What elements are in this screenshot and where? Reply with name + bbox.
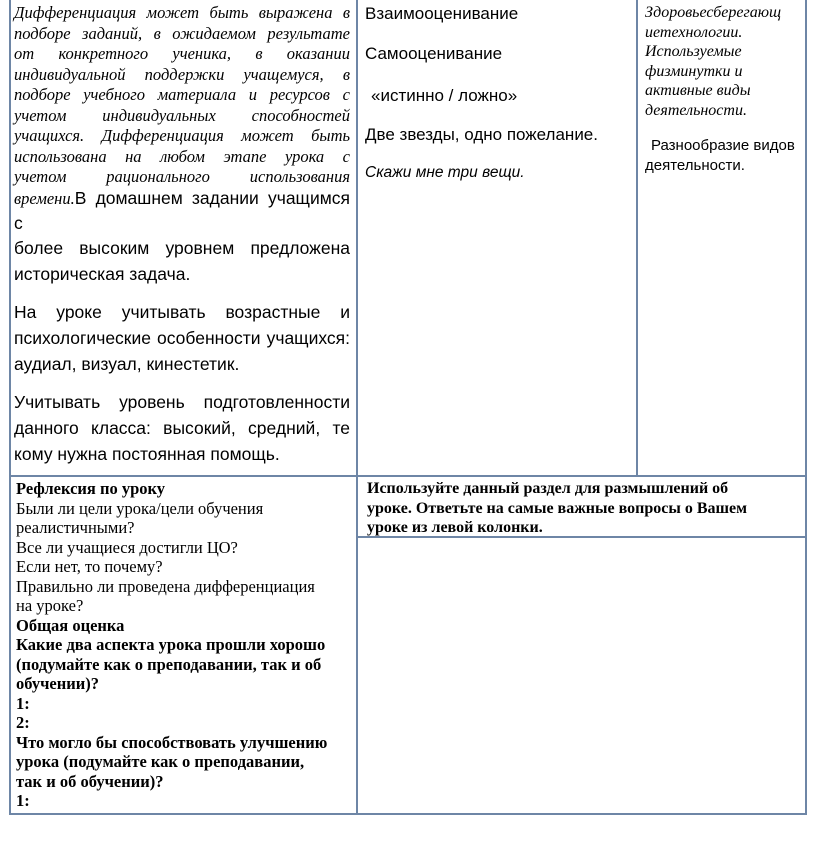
column-divider-2 xyxy=(636,0,638,476)
reflection-notes-area[interactable] xyxy=(358,538,807,813)
homework-block xyxy=(14,235,350,287)
text-line: физминутки и xyxy=(645,62,743,80)
text-line: Были ли цели урока/цели обучения xyxy=(16,498,264,518)
text-line: 1: xyxy=(16,693,30,713)
level-block xyxy=(14,389,350,467)
text-line: подборе учебного материала и ресурсов с xyxy=(14,85,350,104)
text-line: Какие два аспекта урока прошли хорошо xyxy=(16,635,326,654)
self-assessment: Самооценивание xyxy=(365,44,503,63)
lesson-plan-table xyxy=(9,0,807,815)
health-cell xyxy=(645,3,807,175)
text-line: учащихся. Дифференциация может быть xyxy=(14,126,350,145)
instruction-cell xyxy=(367,479,803,538)
text-line: психологические особенности учащихся: xyxy=(14,327,350,348)
italic-tail: времени. xyxy=(14,188,75,208)
text-line: так и об обучении)? xyxy=(16,771,164,791)
text-line: Учитывать уровень подготовленности xyxy=(14,391,350,412)
text-line: Все ли учащиеся достигли ЦО? xyxy=(16,537,238,557)
two-stars: Две звезды, одно пожелание. xyxy=(365,125,598,144)
homework-text: В домашнем задании учащимся с xyxy=(14,187,350,233)
reflection-cell xyxy=(16,479,354,811)
text-line: (подумайте как о преподавании, так и об xyxy=(16,654,322,674)
text-line: более высоким уровнем предложена xyxy=(14,237,350,258)
row-divider xyxy=(11,475,807,477)
text-line: реалистичными? xyxy=(16,518,135,537)
text-line: Разнообразие видов xyxy=(651,137,795,154)
text-line: на уроке? xyxy=(16,596,84,615)
text-line: активные виды xyxy=(645,82,751,99)
overall-title: Общая оценка xyxy=(16,615,125,635)
text-line: деятельности. xyxy=(645,156,745,174)
text-line: уроке. Ответьте на самые важные вопросы о Вашем xyxy=(367,499,748,517)
assessment-cell xyxy=(365,3,631,184)
text-line: учетом рационального использования xyxy=(14,167,350,186)
text-line: индивидуальной поддержки учащемуся, в xyxy=(14,64,350,84)
text-line: данного класса: высокий, средний, те xyxy=(14,417,350,438)
text-line: уроке из левой колонки. xyxy=(367,519,543,536)
true-false: «истинно / ложно» xyxy=(371,86,518,105)
text-line: иетехнологии. xyxy=(645,23,743,41)
text-line: использована на любом этапе урока с xyxy=(14,146,350,166)
text-line: историческая задача. xyxy=(14,263,191,284)
peer-assessment: Взаимооценивание xyxy=(365,4,519,23)
reflection-questions xyxy=(16,499,354,616)
variety-text xyxy=(645,136,807,175)
text-line: Если нет, то почему? xyxy=(16,557,163,576)
text-line: от конкретного ученика, в оказании xyxy=(14,44,350,63)
text-line: учетом индивидуальных способностей xyxy=(14,105,350,125)
text-line: обучении)? xyxy=(16,674,100,693)
text-line: На уроке учитывать возрастные и xyxy=(14,301,350,322)
text-line: Используемые xyxy=(645,43,742,60)
text-line: Используйте данный раздел для размышлений об xyxy=(367,480,729,497)
age-block xyxy=(14,299,350,377)
text-line: Здоровьесберегающ xyxy=(645,4,782,21)
differentiation-text xyxy=(14,3,350,188)
reflection-title: Рефлексия по уроку xyxy=(16,479,166,498)
text-line: Что могло бы способствовать улучшению xyxy=(16,732,328,752)
text-line: деятельности. xyxy=(645,101,747,119)
text-line: аудиал, визуал, кинестетик. xyxy=(14,353,240,374)
overall-block xyxy=(16,635,354,811)
text-line: подборе заданий, в ожидаемом результате xyxy=(14,23,350,43)
three-things: Скажи мне три вещи. xyxy=(365,164,525,181)
homework-first-line xyxy=(14,186,350,235)
health-text xyxy=(645,3,807,120)
text-line: кому нужна постоянная помощь. xyxy=(14,443,280,464)
differentiation-cell xyxy=(14,3,350,467)
text-line: урока (подумайте как о преподавании, xyxy=(16,752,305,771)
text-line: 1: xyxy=(16,791,30,810)
text-line: Дифференциация может быть выражена в xyxy=(14,3,350,22)
text-line: Правильно ли проведена дифференциация xyxy=(16,576,315,596)
text-line: 2: xyxy=(16,713,30,732)
